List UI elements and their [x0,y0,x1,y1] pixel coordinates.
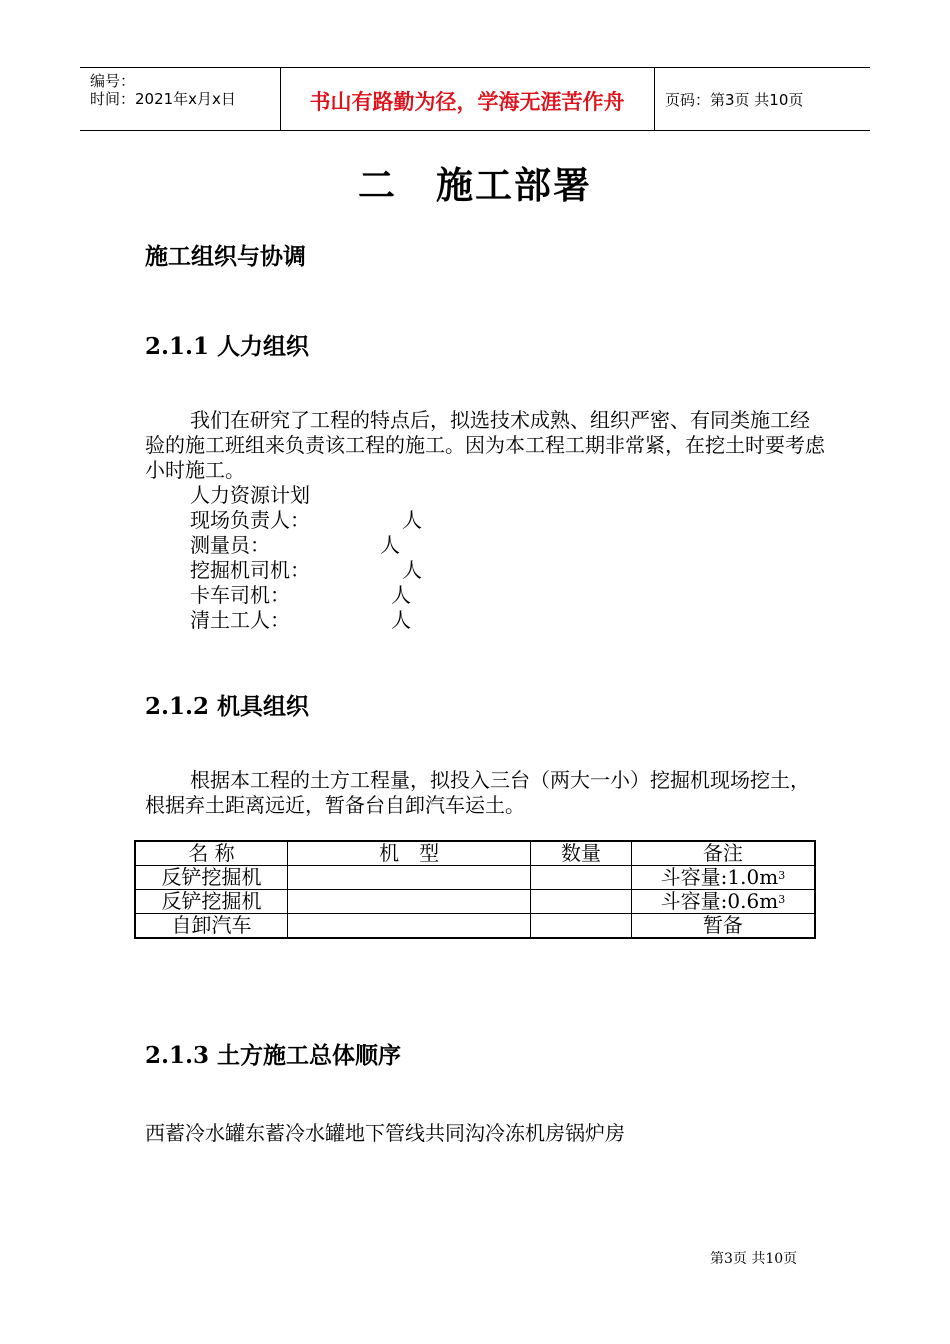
construction-sequence: 西蓄冷水罐东蓄冷水罐地下管线共同沟冷冻机房锅炉房 [145,1121,625,1145]
table-cell-qty [531,890,632,914]
table-header-cell: 备注 [631,841,815,866]
table-cell-name: 反铲挖掘机 [135,890,287,914]
table-header-row [135,841,815,866]
manpower-paragraph-text: 我们在研究了工程的特点后，拟选技术成熟、组织严密、有同类施工经验的施工班组来负责该工程的施工。因为本工程工期非常紧，在挖土时要考虑小时施工。 [145,408,825,482]
note-text: 斗容量:0.6m [660,889,779,913]
header-left-cell [80,68,281,130]
note-text: 暂备 [702,913,743,937]
machinery-paragraph [145,768,825,818]
machinery-table [134,840,816,939]
header-page-number: 页码：第3页 共10页 [665,91,804,109]
table-cell-name: 自卸汽车 [135,914,287,939]
machinery-paragraph-text: 根据本工程的土方工程量，拟投入三台（两大一小）挖掘机现场挖土，根据弃土距离远近，暂备台自卸汽车运土。 [145,768,810,817]
manpower-row-label: 挖掘机司机： [190,558,310,582]
manpower-paragraph [145,408,825,483]
manpower-row-label: 现场负责人： [190,508,310,532]
manpower-row-unit: 人 [391,608,411,632]
table-cell-note [631,890,815,914]
page-header [80,67,870,131]
manpower-row-label: 测量员： [190,533,270,557]
table-row [135,914,815,939]
table-header-cell: 数量 [531,841,632,866]
header-motto: 书山有路勤为径，学海无涯苦作舟 [309,90,625,114]
table-header-cell: 名 称 [135,841,287,866]
page-title: 二 施工部署 [358,164,592,207]
subsection-heading-sequence: 2.1.3 土方施工总体顺序 [145,1042,402,1069]
table-header-cell: 机 型 [287,841,530,866]
table-cell-note [631,914,815,939]
table-cell-model [287,914,530,939]
page-footer: 第3页 共10页 [710,1251,798,1267]
document-number: 编号： [90,72,136,90]
table-cell-model [287,890,530,914]
section-heading: 施工组织与协调 [145,244,306,270]
header-middle-cell [280,68,655,130]
manpower-row-unit: 人 [391,583,411,607]
table-cell-model [287,866,530,890]
subsection-heading-manpower: 2.1.1 人力组织 [145,333,310,360]
table-cell-note [631,866,815,890]
manpower-row-unit: 人 [402,558,422,582]
document-time: 时间：2021年x月x日 [90,90,236,108]
header-right-cell [655,68,870,130]
table-cell-name: 反铲挖掘机 [135,866,287,890]
manpower-plan-title: 人力资源计划 [190,483,310,507]
subsection-heading-machinery: 2.1.2 机具组织 [145,693,310,720]
table-cell-qty [531,866,632,890]
note-superscript: 3 [778,893,786,906]
manpower-row-unit: 人 [380,533,400,557]
table-row [135,866,815,890]
note-superscript: 3 [778,869,786,882]
manpower-row-label: 清土工人： [190,608,290,632]
table-row [135,890,815,914]
table-cell-qty [531,914,632,939]
note-text: 斗容量:1.0m [660,865,779,889]
manpower-row-unit: 人 [402,508,422,532]
manpower-row-label: 卡车司机： [190,583,290,607]
